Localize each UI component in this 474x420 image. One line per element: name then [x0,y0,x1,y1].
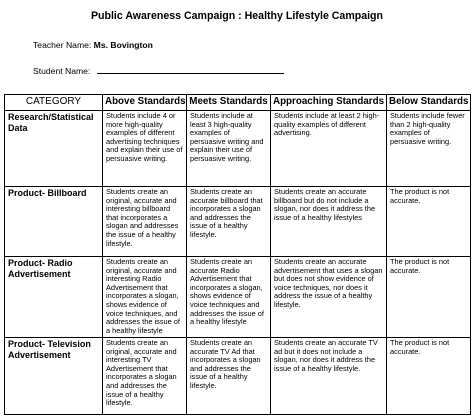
student-name-blank [97,73,284,74]
cell-above: Students create an original, accurate and interesting TV Advertisement that incorporates a slogan and addresses the issue of a healthy lifestyle. [103,338,187,415]
cell-approaching: Students create an accurate TV ad but it does not include a slogan, nor does it address the issue of a healthy lifestyle. [271,338,387,415]
row-category: Product- Billboard [5,187,103,257]
row-category: Research/Statistical Data [5,111,103,187]
cell-below: The product is not accurate. [387,338,471,415]
cell-above: Students create an original, accurate and interesting Radio Advertisement that incorporates a slogan, shows evidence of voice techniques, and addresses the issue of a healthy lifestyle [103,257,187,338]
student-name-label: Student Name: [33,66,91,76]
row-category: Product- Radio Advertisement [5,257,103,338]
header-above-standards: Above Standards [103,95,187,111]
teacher-name-value: Ms. Bovington [93,40,153,50]
table-row [5,338,471,415]
teacher-name-line [33,40,153,50]
cell-below: The product is not accurate. [387,187,471,257]
cell-above: Students include 4 or more high-quality examples of different advertising techniques and explain their use of persuasive writing. [103,111,187,187]
cell-meets: Students include at least 3 high-quality examples of persuasive writing and explain their use of persuasive writing. [187,111,271,187]
cell-meets: Students create an accurate billboard that incorporates a slogan and addresses the issue of a healthy lifestyle. [187,187,271,257]
student-name-line [33,66,90,76]
cell-meets: Students create an accurate Radio Advertisement that incorporates a slogan, shows evidence of voice techniques and addresses the issue of a healthy lifestyle [187,257,271,338]
cell-approaching: Students include at least 2 high-quality examples of different advertising. [271,111,387,187]
table-row [5,111,471,187]
header-row [5,95,471,111]
header-meets-standards: Meets Standards [187,95,271,111]
teacher-name-label: Teacher Name: [33,40,92,50]
cell-meets: Students create an accurate TV Ad that incorporates a slogan and addresses the issue of a healthy lifestyle. [187,338,271,415]
document-title: Public Awareness Campaign : Healthy Lifestyle Campaign [90,10,383,22]
table-row [5,187,471,257]
cell-approaching: Students create an accurate advertisement that uses a slogan but does not show evidence of voice techniques, nor does it address the issue of a healthy lifestyle. [271,257,387,338]
table-row [5,257,471,338]
rubric-table [4,94,471,415]
row-category: Product- Television Advertisement [5,338,103,415]
header-approaching-standards: Approaching Standards [271,95,387,111]
cell-below: The product is not accurate. [387,257,471,338]
header-below-standards: Below Standards [387,95,471,111]
header-category: CATEGORY [5,95,103,111]
cell-approaching: Students create an accurate billboard but do not include a slogan, nor does it address the issue of a healthy lifestyles [271,187,387,257]
cell-above: Students create an original, accurate and interesting billboard that incorporates a slogan and addresses the issue of a healthy lifestyle. [103,187,187,257]
cell-below: Students include fewer than 2 high-quality examples of persuasive writing. [387,111,471,187]
